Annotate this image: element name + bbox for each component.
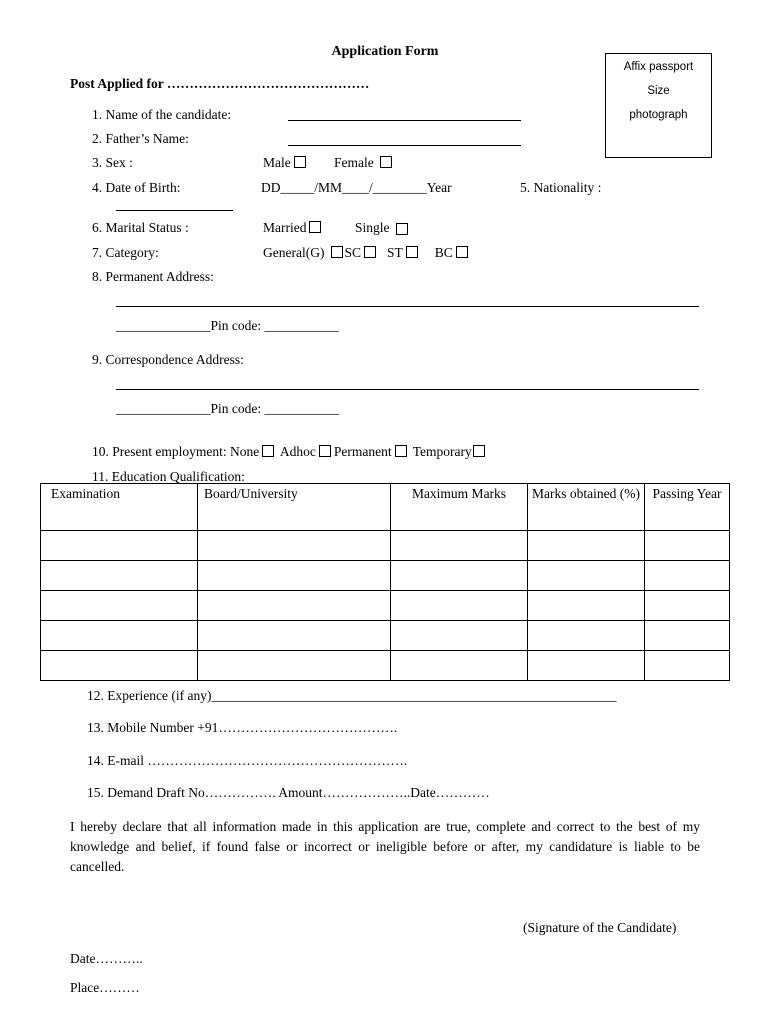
category-label: 7. Category: [92,245,159,260]
demand-draft-field[interactable]: 15. Demand Draft No……………. Amount………………..Date………… [87,785,490,800]
email-field[interactable]: 14. E-mail …………………………………………………. [87,753,408,768]
table-cell[interactable] [41,621,198,651]
page-title: Application Form [331,44,439,59]
father-name-label: 2. Father’s Name: [92,131,189,146]
adhoc-label: Adhoc [279,444,316,459]
table-cell[interactable] [198,651,391,681]
male-checkbox[interactable] [294,156,306,168]
declaration-text: I hereby declare that all information made in this application are true, complete and correct to the best of my knowledge and belief, if found false or incorrect or ineligible before or after, my candidature is liable to be cancelled. [70,819,700,874]
photo-label-line-1: Affix passport [623,61,694,73]
table-cell[interactable] [528,651,645,681]
mobile-number-field[interactable]: 13. Mobile Number +91…………………………………. [87,720,398,735]
table-cell[interactable] [391,561,528,591]
male-label: Male [263,155,291,170]
sex-female-option[interactable] [334,155,395,171]
temporary-label: Temporary [412,444,472,459]
permanent-label: Permanent [333,444,392,459]
table-cell[interactable] [528,561,645,591]
post-applied-field[interactable]: Post Applied for ……………………………………… [70,76,370,91]
col-board-university: Board/University [198,484,391,531]
experience-field[interactable]: 12. Experience (if any)____________________________________________________________ [87,688,617,703]
nationality-field[interactable] [116,210,233,211]
date-field[interactable]: Date……….. [70,951,143,966]
col-marks-obtained: Marks obtained (%) [528,484,645,531]
adhoc-checkbox[interactable] [319,445,331,457]
married-label: Married [263,220,307,235]
employment-label: 10. Present employment: None [92,444,260,459]
sex-male-option[interactable] [263,155,309,171]
permanent-address-field[interactable] [116,306,699,307]
place-field[interactable]: Place……… [70,980,140,995]
table-cell[interactable] [528,591,645,621]
correspondence-pincode-field[interactable]: ______________Pin code: ___________ [116,401,339,416]
passport-photo-box[interactable] [605,53,712,158]
nationality-label: 5. Nationality : [520,180,602,195]
female-label: Female [334,155,374,170]
table-row [41,561,730,591]
table-cell[interactable] [528,531,645,561]
single-option[interactable] [355,220,411,236]
dob-field[interactable]: DD_____/MM____/________Year [261,180,452,195]
table-cell[interactable] [645,621,730,651]
bc-checkbox[interactable] [456,246,468,258]
col-maximum-marks: Maximum Marks [391,484,528,531]
table-cell[interactable] [198,621,391,651]
table-cell[interactable] [41,651,198,681]
permanent-pincode-field[interactable]: ______________Pin code: ___________ [116,318,339,333]
sc-label: SC [344,245,361,260]
table-row [41,591,730,621]
table-cell[interactable] [645,561,730,591]
table-cell[interactable] [645,591,730,621]
education-qualification-label: 11. Education Qualification: [92,469,245,484]
father-name-field[interactable] [288,145,521,146]
table-cell[interactable] [645,531,730,561]
candidate-name-field[interactable] [288,120,521,121]
dob-label: 4. Date of Birth: [92,180,181,195]
marital-status-label: 6. Marital Status : [92,220,189,235]
signature-label: (Signature of the Candidate) [523,920,677,935]
table-cell[interactable] [41,591,198,621]
table-cell[interactable] [391,591,528,621]
bc-label: BC [434,245,453,260]
permanent-checkbox[interactable] [395,445,407,457]
col-passing-year: Passing Year [645,484,730,531]
photo-label-line-3: photograph [629,109,688,121]
table-row [41,621,730,651]
table-row [41,651,730,681]
table-cell[interactable] [528,621,645,651]
correspondence-address-label: 9. Correspondence Address: [92,352,244,367]
table-cell[interactable] [198,591,391,621]
candidate-name-label: 1. Name of the candidate: [92,107,232,122]
female-checkbox[interactable] [380,156,392,168]
sc-checkbox[interactable] [364,246,376,258]
photo-label-line-2: Size [647,85,670,97]
temporary-checkbox[interactable] [473,445,485,457]
table-cell[interactable] [391,651,528,681]
single-label: Single [355,220,390,235]
permanent-address-label: 8. Permanent Address: [92,269,214,284]
st-label: ST [386,245,403,260]
sex-label: 3. Sex : [92,155,133,170]
category-options[interactable] [263,245,471,261]
st-checkbox[interactable] [406,246,418,258]
table-cell[interactable] [391,621,528,651]
table-cell[interactable] [41,531,198,561]
table-cell[interactable] [198,561,391,591]
col-examination: Examination [41,484,198,531]
correspondence-address-field[interactable] [116,389,699,390]
none-checkbox[interactable] [262,445,274,457]
table-cell[interactable] [645,651,730,681]
table-cell[interactable] [391,531,528,561]
general-label: General(G) [263,245,325,260]
table-row [41,531,730,561]
education-table [40,483,730,681]
single-checkbox[interactable] [396,223,408,235]
married-checkbox[interactable] [309,221,321,233]
married-option[interactable] [263,220,324,236]
present-employment-row [92,444,488,460]
general-checkbox[interactable] [331,246,343,258]
table-cell[interactable] [198,531,391,561]
table-cell[interactable] [41,561,198,591]
